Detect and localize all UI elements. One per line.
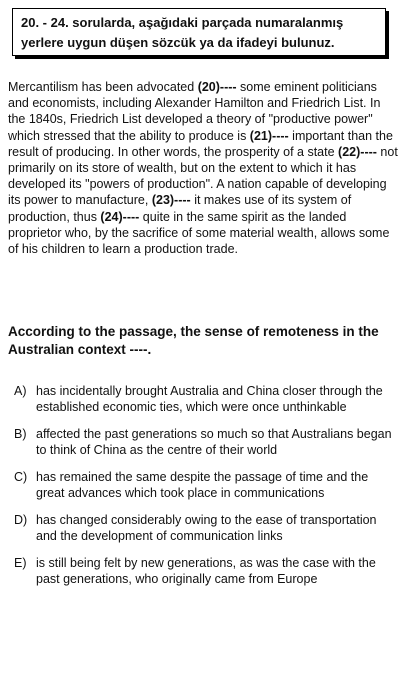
option-letter: A) xyxy=(14,384,27,398)
option-letter: C) xyxy=(14,470,28,484)
blank-24: (24)---- xyxy=(100,209,140,224)
option-a[interactable] xyxy=(14,384,394,415)
option-e[interactable] xyxy=(14,556,394,587)
instruction-text xyxy=(21,13,377,53)
option-text: has changed considerably owing to the ease of transportation and the development of communication links xyxy=(36,513,377,543)
option-letter: D) xyxy=(14,513,28,527)
option-d[interactable] xyxy=(14,513,394,544)
blank-23: (23)---- xyxy=(151,193,191,208)
passage-text: quite in the same spirit as the landed proprietor who, by the sacrifice of some material wealth, allows some of his children to learn a production trade. xyxy=(8,209,390,257)
blank-21: (21)---- xyxy=(249,128,289,143)
instruction-box xyxy=(12,8,386,56)
passage-text: not primarily on its store of wealth, but on the extent to which it has developed its "powers of production". A nation capable of developing its power to manufacture, xyxy=(8,144,398,208)
option-letter: B) xyxy=(14,427,27,441)
option-c[interactable] xyxy=(14,470,394,501)
blank-22: (22)---- xyxy=(338,144,377,159)
question-stem: According to the passage, the sense of remoteness in the Australian context ----. xyxy=(8,324,379,357)
blank-20: (20)---- xyxy=(197,80,237,94)
passage-text: important than the result of producing. In other words, the prosperity of a state xyxy=(8,128,393,159)
option-text: is still being felt by new generations, as was the case with the past generations, who originally came from Europe xyxy=(36,556,376,586)
option-text: has remained the same despite the passage of time and the great advances which took place in communications xyxy=(36,470,369,500)
answer-options xyxy=(14,384,394,599)
option-text: has incidentally brought Australia and China closer through the established economic ties, which were once unthinkable xyxy=(36,384,383,414)
instruction-line-1: 20. - 24. sorularda, aşağıdaki parçada numaralanmış xyxy=(21,15,344,30)
option-b[interactable] xyxy=(14,427,394,458)
passage-text: Mercantilism has been advocated xyxy=(8,80,198,94)
instruction-line-2: yerlere uygun düşen sözcük ya da ifadeyi bulunuz. xyxy=(21,35,335,50)
reading-passage xyxy=(8,79,400,257)
passage-text: some eminent politicians and economists, including Alexander Hamilton and Friedrich List. In the 1840s, Friedrich List developed a theory of "productive power" which stressed that the ability to produce is xyxy=(8,80,381,143)
option-text: affected the past generations so much so that Australians began to think of China as the centre of their world xyxy=(36,427,392,457)
option-letter: E) xyxy=(14,556,27,570)
passage-text: it makes use of its system of production, thus xyxy=(8,193,352,224)
